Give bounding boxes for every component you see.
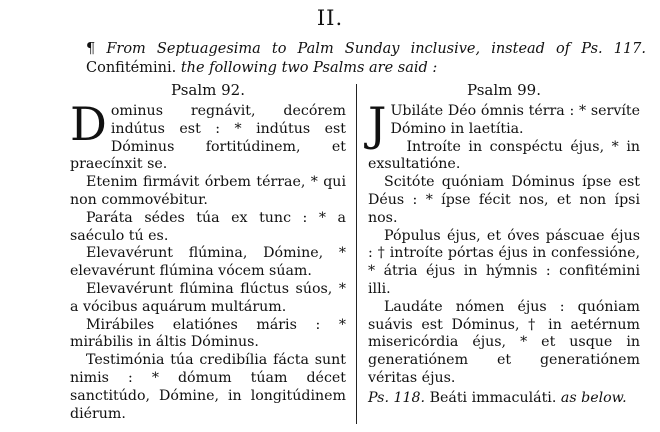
psalm-92-body bbox=[70, 97, 346, 423]
reference-incipit: Beáti immaculáti. bbox=[429, 389, 557, 406]
psalm-99-column bbox=[368, 81, 640, 408]
psalm-118-reference bbox=[368, 390, 640, 408]
rubric bbox=[86, 40, 646, 78]
pilcrow-icon: ¶ bbox=[86, 41, 96, 57]
psalm-99-verse: Pópulus éjus, et óves páscuae éjus : † introíte pórtas éjus in confessióne, * átria éjus in hýmnis : confitémini illi. bbox=[368, 227, 640, 297]
reference-psalm-label: Ps. 118. bbox=[368, 389, 426, 406]
psalm-92-initial: D bbox=[70, 97, 107, 151]
psalm-92-verse: Paráta sédes túa ex tunc : * a saéculo tú es. bbox=[70, 209, 346, 244]
psalm-92-column bbox=[70, 81, 346, 423]
reference-note: as below. bbox=[560, 389, 627, 406]
column-divider bbox=[356, 84, 357, 424]
psalm-92-verse: Testimónia túa credibília fácta sunt nimis : * dómum túam décet sanctitúdo, Dómine, in longitúdinem diérum. bbox=[70, 352, 346, 422]
psalm-92-verse-1-text: ominus regnávit, decórem indútus est : * indútus est Dóminus fortitúdinem, et praecínxit se. bbox=[70, 103, 346, 173]
psalm-99-verse: Scitóte quóniam Dóminus ípse est Déus : * ípse fécit nos, et non ípsi nos. bbox=[368, 174, 640, 226]
psalm-99-verse-1 bbox=[368, 97, 640, 151]
rubric-roman: Confitémini. bbox=[86, 60, 177, 76]
rubric-italic-2: the following two Psalms are said : bbox=[180, 60, 438, 76]
psalm-92-verse: Mirábiles elatiónes máris : * mirábilis in áltis Dóminus. bbox=[70, 316, 346, 351]
psalm-99-verse-1-text: Ubiláte Déo ómnis térra : * servíte Dómino in laetítia. bbox=[390, 103, 640, 137]
psalm-99-verse: Introíte in conspéctu éjus, * in exsultatióne. bbox=[368, 138, 640, 173]
psalm-99-body bbox=[368, 97, 640, 408]
rubric-italic-1: From Septuagesima to Palm Sunday inclusive, instead of Ps. 117. bbox=[106, 41, 647, 57]
psalm-99-verse: Laudáte nómen éjus : quóniam suávis est Dóminus, † in aetérnum misericórdia éjus, * et usque in generatiónem et generatiónem véritas éjus. bbox=[368, 298, 640, 386]
psalm-92-verse-1 bbox=[70, 97, 346, 174]
psalm-92-title: Psalm 92. bbox=[171, 81, 245, 99]
psalm-99-title: Psalm 99. bbox=[467, 81, 541, 99]
psalm-92-verse: Etenim firmávit órbem térrae, * qui non commovébitur. bbox=[70, 174, 346, 208]
psalm-99-initial: J bbox=[368, 97, 387, 151]
psalm-92-verse: Elevavérunt flúmina flúctus súos, * a vócibus aquárum multárum. bbox=[70, 280, 346, 315]
psalm-92-verse: Elevavérunt flúmina, Dómine, * elevavérunt flúmina vócem súam. bbox=[70, 245, 346, 280]
section-number: II. bbox=[316, 6, 344, 30]
